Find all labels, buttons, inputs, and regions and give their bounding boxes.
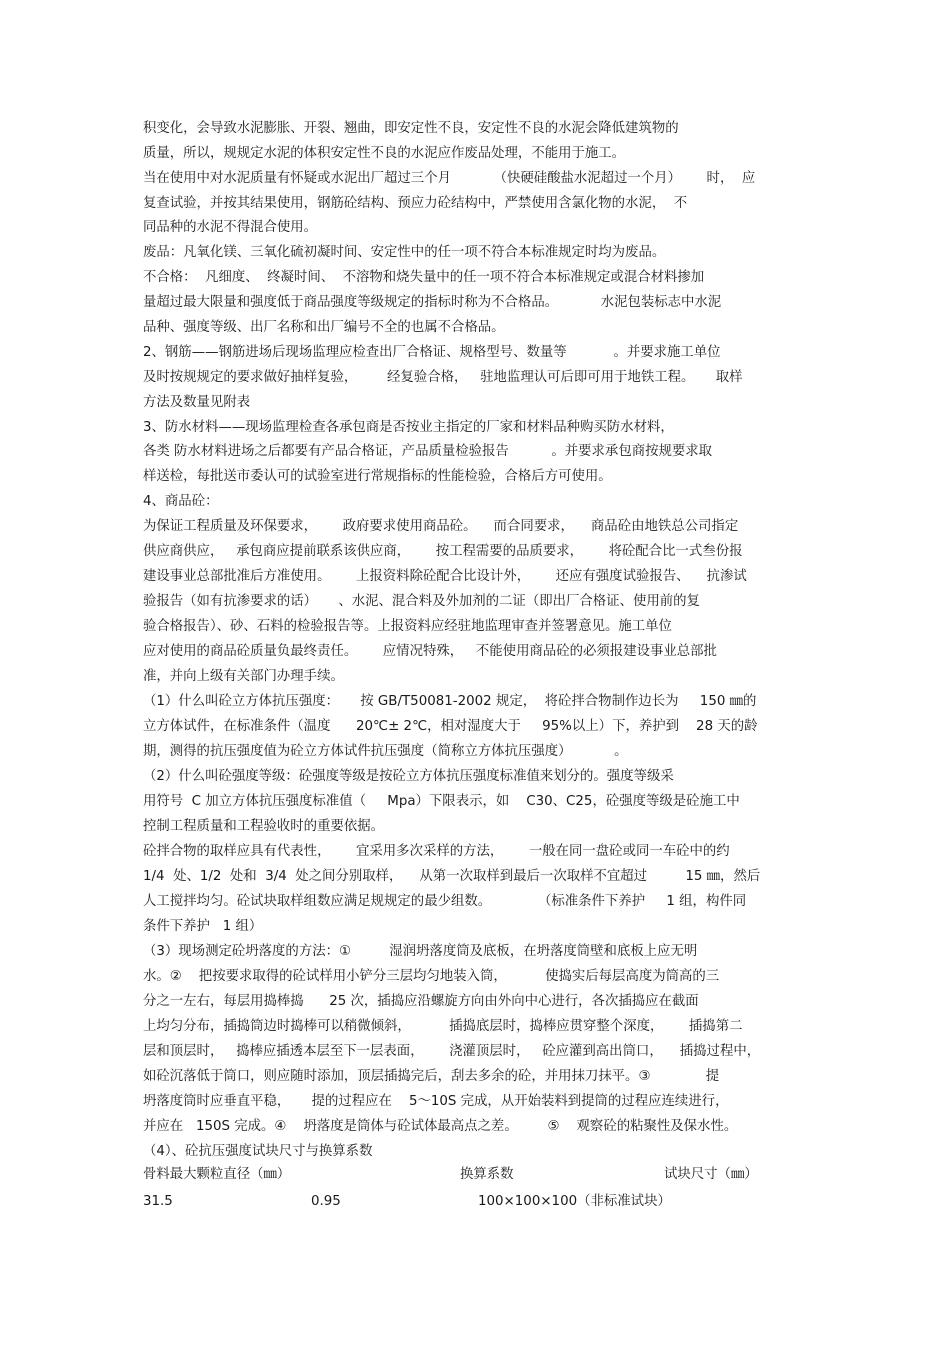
text-line: 各类 防水材料进场之后都要有产品合格证，产品质量检验报告 。并要求承包商按规要求取 — [143, 444, 713, 459]
text-line: 供应商供应， 承包商应提前联系该供应商， 按工程需要的品质要求， 将砼配合比一式叁份报 — [143, 544, 743, 559]
table-header-diameter: 骨料最大颗粒直径（㎜） — [143, 1167, 291, 1182]
text-line: 样送检，每批送市委认可的试验室进行常规指标的性能检验，合格后方可使用。 — [143, 469, 612, 484]
text-line: 验报告（如有抗渗要求的话） 、水泥、混合料及外加剂的二证（即出厂合格证、使用前的复 — [143, 594, 700, 609]
table-cell-size: 100×100×100（非标准试块） — [478, 1194, 671, 1209]
text-line: 准，并向上级有关部门办理手续。 — [143, 669, 344, 684]
text-line: 砼拌合物的取样应具有代表性， 宜采用多次采样的方法， 一般在同一盘砼或同一车砼中的约 — [143, 844, 730, 859]
text-line: 4、商品砼： — [143, 494, 219, 509]
text-line: 应对使用的商品砼质量负最终责任。 应情况特殊， 不能使用商品砼的必须报建设事业总部批 — [143, 644, 717, 659]
text-line: 控制工程质量和工程验收时的重要依据。 — [143, 819, 385, 834]
text-line: 量超过最大限量和强度低于商品强度等级规定的指标时称为不合格品。 水泥包装标志中水泥 — [143, 295, 722, 310]
text-line: （4）、砼抗压强度试块尺寸与换算系数 — [143, 1144, 373, 1159]
text-line: 分之一左右，每层用捣棒捣 25 次，插捣应沿螺旋方向由外向中心进行，各次插捣应在截面 — [143, 994, 699, 1009]
text-line: 当在使用中对水泥质量有怀疑或水泥出厂超过三个月 （快硬硅酸盐水泥超过一个月） 时， 应 — [143, 171, 756, 186]
table-header-factor: 换算系数 — [460, 1167, 514, 1182]
text-line: 坍落度筒时应垂直平稳， 提的过程应在 5～10S 完成，从开始装料到提筒的过程应连续进行， — [143, 1094, 729, 1109]
text-line: 并应在 150S 完成。④ 坍落度是筒体与砼试体最高点之差。 ⑤ 观察砼的粘聚性及保水性。 — [143, 1119, 738, 1134]
text-line: （3）现场测定砼坍落度的方法：① 湿润坍落度筒及底板，在坍落度筒壁和底板上应无明 — [143, 944, 698, 959]
text-line: 废品：凡氧化镁、三氧化硫初凝时间、安定性中的任一项不符合本标准规定时均为废品。 — [143, 245, 666, 260]
text-line: 积变化，会导致水泥膨胀、开裂、翘曲，即安定性不良，安定性不良的水泥会降低建筑物的 — [143, 121, 679, 136]
text-line: 为保证工程质量及环保要求， 政府要求使用商品砼。 而合同要求， 商品砼由地铁总公司指定 — [143, 519, 739, 534]
text-line: 方法及数量见附表 — [143, 395, 251, 410]
text-line: 复查试验，并按其结果使用，钢筋砼结构、预应力砼结构中，严禁使用含氯化物的水泥， 不 — [143, 196, 688, 211]
text-line: 层和顶层时， 捣棒应插透本层至下一层表面， 浇灌顶层时， 砼应灌到高出筒口， 插捣过程中， — [143, 1044, 761, 1059]
text-line: 3、防水材料——现场监理检查各承包商是否按业主指定的厂家和材料品种购买防水材料， — [143, 420, 674, 435]
text-line: （2）什么叫砼强度等级：砼强度等级是按砼立方体抗压强度标准值来划分的。强度等级采 — [143, 769, 674, 784]
text-line: 立方体试件，在标准条件（温度 20℃± 2℃，相对湿度大于 95%以上）下，养护到 28 天的龄 — [143, 719, 758, 734]
text-line: 如砼沉落低于筒口，则应随时添加，顶层插捣完后，刮去多余的砼，并用抹刀抹平。③ 提 — [143, 1069, 720, 1084]
text-line: 上均匀分布，插捣筒边时捣棒可以稍微倾斜， 插捣底层时，捣棒应贯穿整个深度， 插捣第二 — [143, 1019, 743, 1034]
text-line: 条件下养护 1 组） — [143, 919, 263, 934]
text-line: 用符号 C 加立方体抗压强度标准值（ Mpa）下限表示，如 C30、C25，砼强度等级是砼施工中 — [143, 794, 740, 809]
text-line: 2、钢筋——钢筋进场后现场监理应检查出厂合格证、规格型号、数量等 。并要求施工单位 — [143, 345, 721, 360]
text-line: 验合格报告）、砂、石料的检验报告等。上报资料应经驻地监理审查并签署意见。施工单位 — [143, 619, 672, 634]
table-cell-factor: 0.95 — [311, 1194, 341, 1209]
text-line: 期，测得的抗压强度值为砼立方体试件抗压强度（简称立方体抗压强度） 。 — [143, 744, 628, 759]
text-line: 质量，所以，规规定水泥的体积安定性不良的水泥应作废品处理，不能用于施工。 — [143, 146, 626, 161]
table-header-size: 试块尺寸（㎜） — [664, 1167, 758, 1182]
text-line: 品种、强度等级、出厂名称和出厂编号不全的也属不合格品。 — [143, 320, 505, 335]
table-cell-diameter: 31.5 — [143, 1194, 173, 1209]
text-line: （1）什么叫砼立方体抗压强度： 按 GB/T50081-2002 规定， 将砼拌合物制作边长为 150 ㎜的 — [143, 694, 757, 709]
text-line: 及时按规规定的要求做好抽样复验， 经复验合格， 驻地监理认可后即可用于地铁工程。 取样 — [143, 370, 743, 385]
text-line: 不合格： 凡细度、 终凝时间、 不溶物和烧失量中的任一项不符合本标准规定或混合材料掺加 — [143, 270, 705, 285]
text-line: 人工搅拌均匀。砼试块取样组数应满足规规定的最少组数。 （标准条件下养护 1 组，构件同 — [143, 894, 747, 909]
text-line: 水。② 把按要求取得的砼试样用小铲分三层均匀地装入筒， 使捣实后每层高度为筒高的三 — [143, 969, 720, 984]
text-line: 同品种的水泥不得混合使用。 — [143, 220, 318, 235]
text-line: 1/4 处、1/2 处和 3/4 处之间分别取样， 从第一次取样到最后一次取样不宜超过 15 ㎜，然后 — [143, 869, 761, 884]
text-line: 建设事业总部批准后方准使用。 上报资料除砼配合比设计外， 还应有强度试验报告、 抗渗试 — [143, 569, 747, 584]
